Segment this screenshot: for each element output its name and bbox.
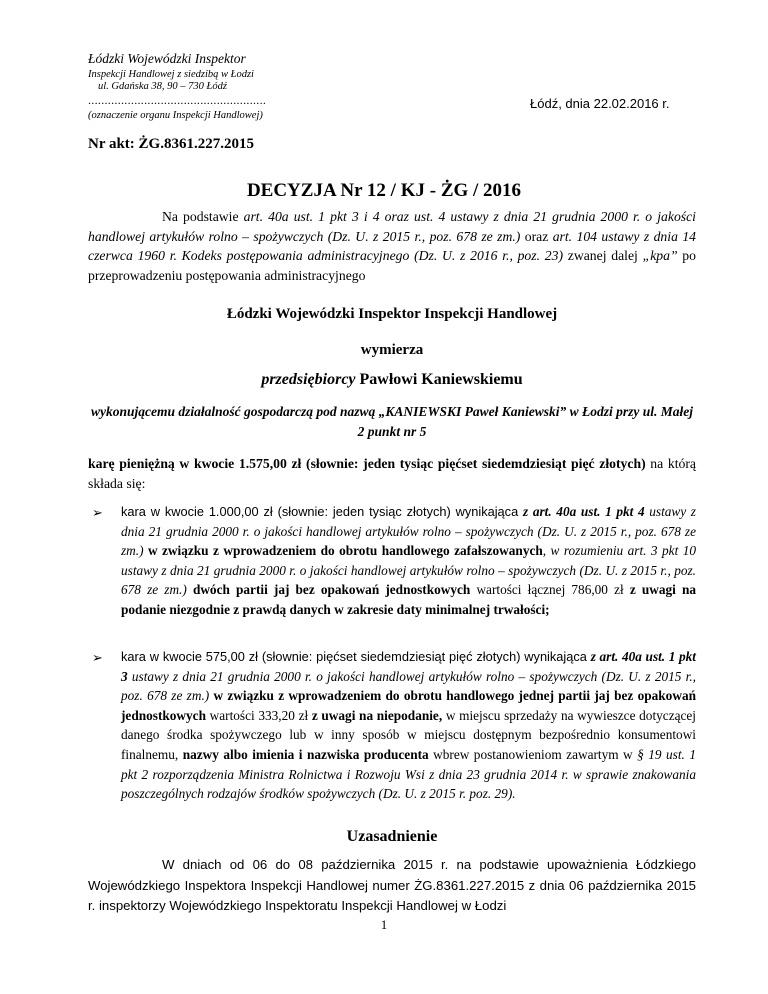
item1-goods: dwóch partii jaj bez opakowań jednostkowych <box>186 582 471 598</box>
item2-producer: nazwy albo imienia i nazwiska producenta <box>182 746 429 762</box>
page-number: 1 <box>380 917 388 932</box>
recipient-prefix: przedsiębiorcy <box>261 371 356 388</box>
intro-text: po przeprowadzeniu postępowania administracyjnego <box>88 248 696 283</box>
item1-article: z art. 40a ust. 1 pkt 4 <box>523 504 645 519</box>
organization-note: (oznaczenie organu Inspekcji Handlowej) <box>88 110 263 121</box>
penalty-item-2 <box>121 647 696 804</box>
organization-address <box>88 69 254 93</box>
intro-text: Na podstawie <box>162 209 244 224</box>
justification-heading: Uzasadnienie <box>346 828 438 845</box>
item1-reason: w związku z wprowadzeniem do obrotu handlowego zafałszowanych <box>143 543 543 559</box>
item1-value: wartości łącznej 786,00 zł <box>470 582 630 598</box>
justification-paragraph: W dniach od 06 do 08 października 2015 r. na podstawie upoważnienia Łódzkiego Wojewódzkiego Inspektora Inspekcji Handlowej numer ŻG.8361.227.2015 z dnia 06 października 2015 r. inspektorzy Wojewódzkiego Inspektoratu Inspekcji Handlowej w Łodzi <box>88 857 696 913</box>
item2-text: wbrew postanowieniom zawartym w <box>428 746 638 762</box>
organization-line2: Inspekcji Handlowej z siedzibą w Łodzi <box>88 69 254 80</box>
recipient-line <box>88 371 696 389</box>
intro-text: oraz <box>520 228 553 244</box>
item2-reason: w związku z wprowadzeniem do obrotu handlowego jednej partii jaj bez opakowań jednostkowych <box>121 688 696 723</box>
recipient-name: Pawłowi Kaniewskiemu <box>355 371 523 388</box>
item2-regulation: § 19 ust. 1 pkt 2 rozporządzenia Ministra Rolnictwa i Rozwoju Wsi z dnia 23 grudnia 2014 r. w sprawie znakowania poszczególnych rodzajów środków spożywczych (Dz. U. z 2015 r. poz. 29). <box>121 746 696 802</box>
bullet-arrow-icon: ➢ <box>92 505 103 520</box>
item2-cause: z uwagi na niepodanie, <box>311 707 443 723</box>
document-title: DECYZJA Nr 12 / KJ - ŻG / 2016 <box>246 180 522 201</box>
bullet-arrow-icon: ➢ <box>92 650 103 665</box>
intro-law-reference: art. 40a ust. 1 pkt 3 i 4 oraz ust. 4 ustawy z dnia 21 grudnia 2000 r. o jakości handlowej artykułów rolno – spożywczych (Dz. U. z 2015 r., poz. 678 ze zm.) <box>88 209 696 244</box>
case-number: Nr akt: ŻG.8361.227.2015 <box>88 136 254 152</box>
item2-article: z art. 40a ust. 1 pkt 3 <box>121 649 696 684</box>
item1-definition: , w rozumieniu art. 3 pkt 10 ustawy z dnia 21 grudnia 2000 r. o jakości handlowej artykułów rolno – spożywczych (Dz. U. z 2015 r., poz. 678 ze zm.) <box>121 543 696 598</box>
authority-name: Łódzki Wojewódzki Inspektor Inspekcji Handlowej <box>226 306 558 322</box>
item2-value: wartości 333,20 zł <box>205 707 312 723</box>
intro-kpa-reference: art. 104 ustawy z dnia 14 czerwca 1960 r. Kodeks postępowania administracyjnego (Dz. U. z 2016 r., poz. 23) <box>88 228 697 263</box>
item1-cause: z uwagi na podanie niezgodnie z prawdą danych w zakresie daty minimalnej trwałości; <box>121 582 696 617</box>
signature-dots: ...................................................... <box>88 93 267 107</box>
penalty-text: na którą składa się: <box>88 456 696 491</box>
organization-street: ul. Gdańska 38, 90 – 730 Łódź <box>98 81 227 92</box>
item2-text: kara w kwocie 575,00 zł (słownie: pięćset siedemdziesiąt pięć złotych) wynikająca <box>121 649 591 664</box>
item1-text: kara w kwocie 1.000,00 zł (słownie: jeden tysiąc złotych) wynikająca <box>121 504 524 519</box>
item2-law: ustawy z dnia 21 grudnia 2000 r. o jakości handlowej artykułów rolno – spożywczych (Dz. U. z 2015 r., poz. 678 ze zm.) <box>121 668 696 704</box>
document-date: Łódź, dnia 22.02.2016 r. <box>530 96 670 111</box>
action-word: wymierza <box>360 342 424 358</box>
penalty-amount: karę pieniężną w kwocie 1.575,00 zł (słownie: jeden tysiąc pięćset siedemdziesiąt pięć złotych) <box>88 456 646 471</box>
penalty-summary <box>88 454 696 493</box>
intro-text: zwanej dalej <box>563 248 643 263</box>
business-description: wykonującemu działalność gospodarczą pod nazwą „KANIEWSKI Paweł Kaniewski” w Łodzi przy ul. Małej 2 punkt nr 5 <box>91 404 693 439</box>
intro-kpa-abbr: „kpa” <box>642 248 678 263</box>
organization-name: Łódzki Wojewódzki Inspektor <box>88 51 246 66</box>
item2-text: w miejscu sprzedaży na wywieszce dotyczącej danego środka spożywczego lub w inny sposób w miejscu dostępnym bezpośrednio konsumentowi finalnemu, <box>121 707 696 762</box>
item1-law: ustawy z dnia 21 grudnia 2000 r. o jakości handlowej artykułów rolno – spożywczych (Dz. U. z 2015 r., poz. 678 ze zm.) <box>121 504 696 559</box>
legal-basis-paragraph <box>88 207 696 285</box>
penalty-item-1 <box>121 502 696 620</box>
